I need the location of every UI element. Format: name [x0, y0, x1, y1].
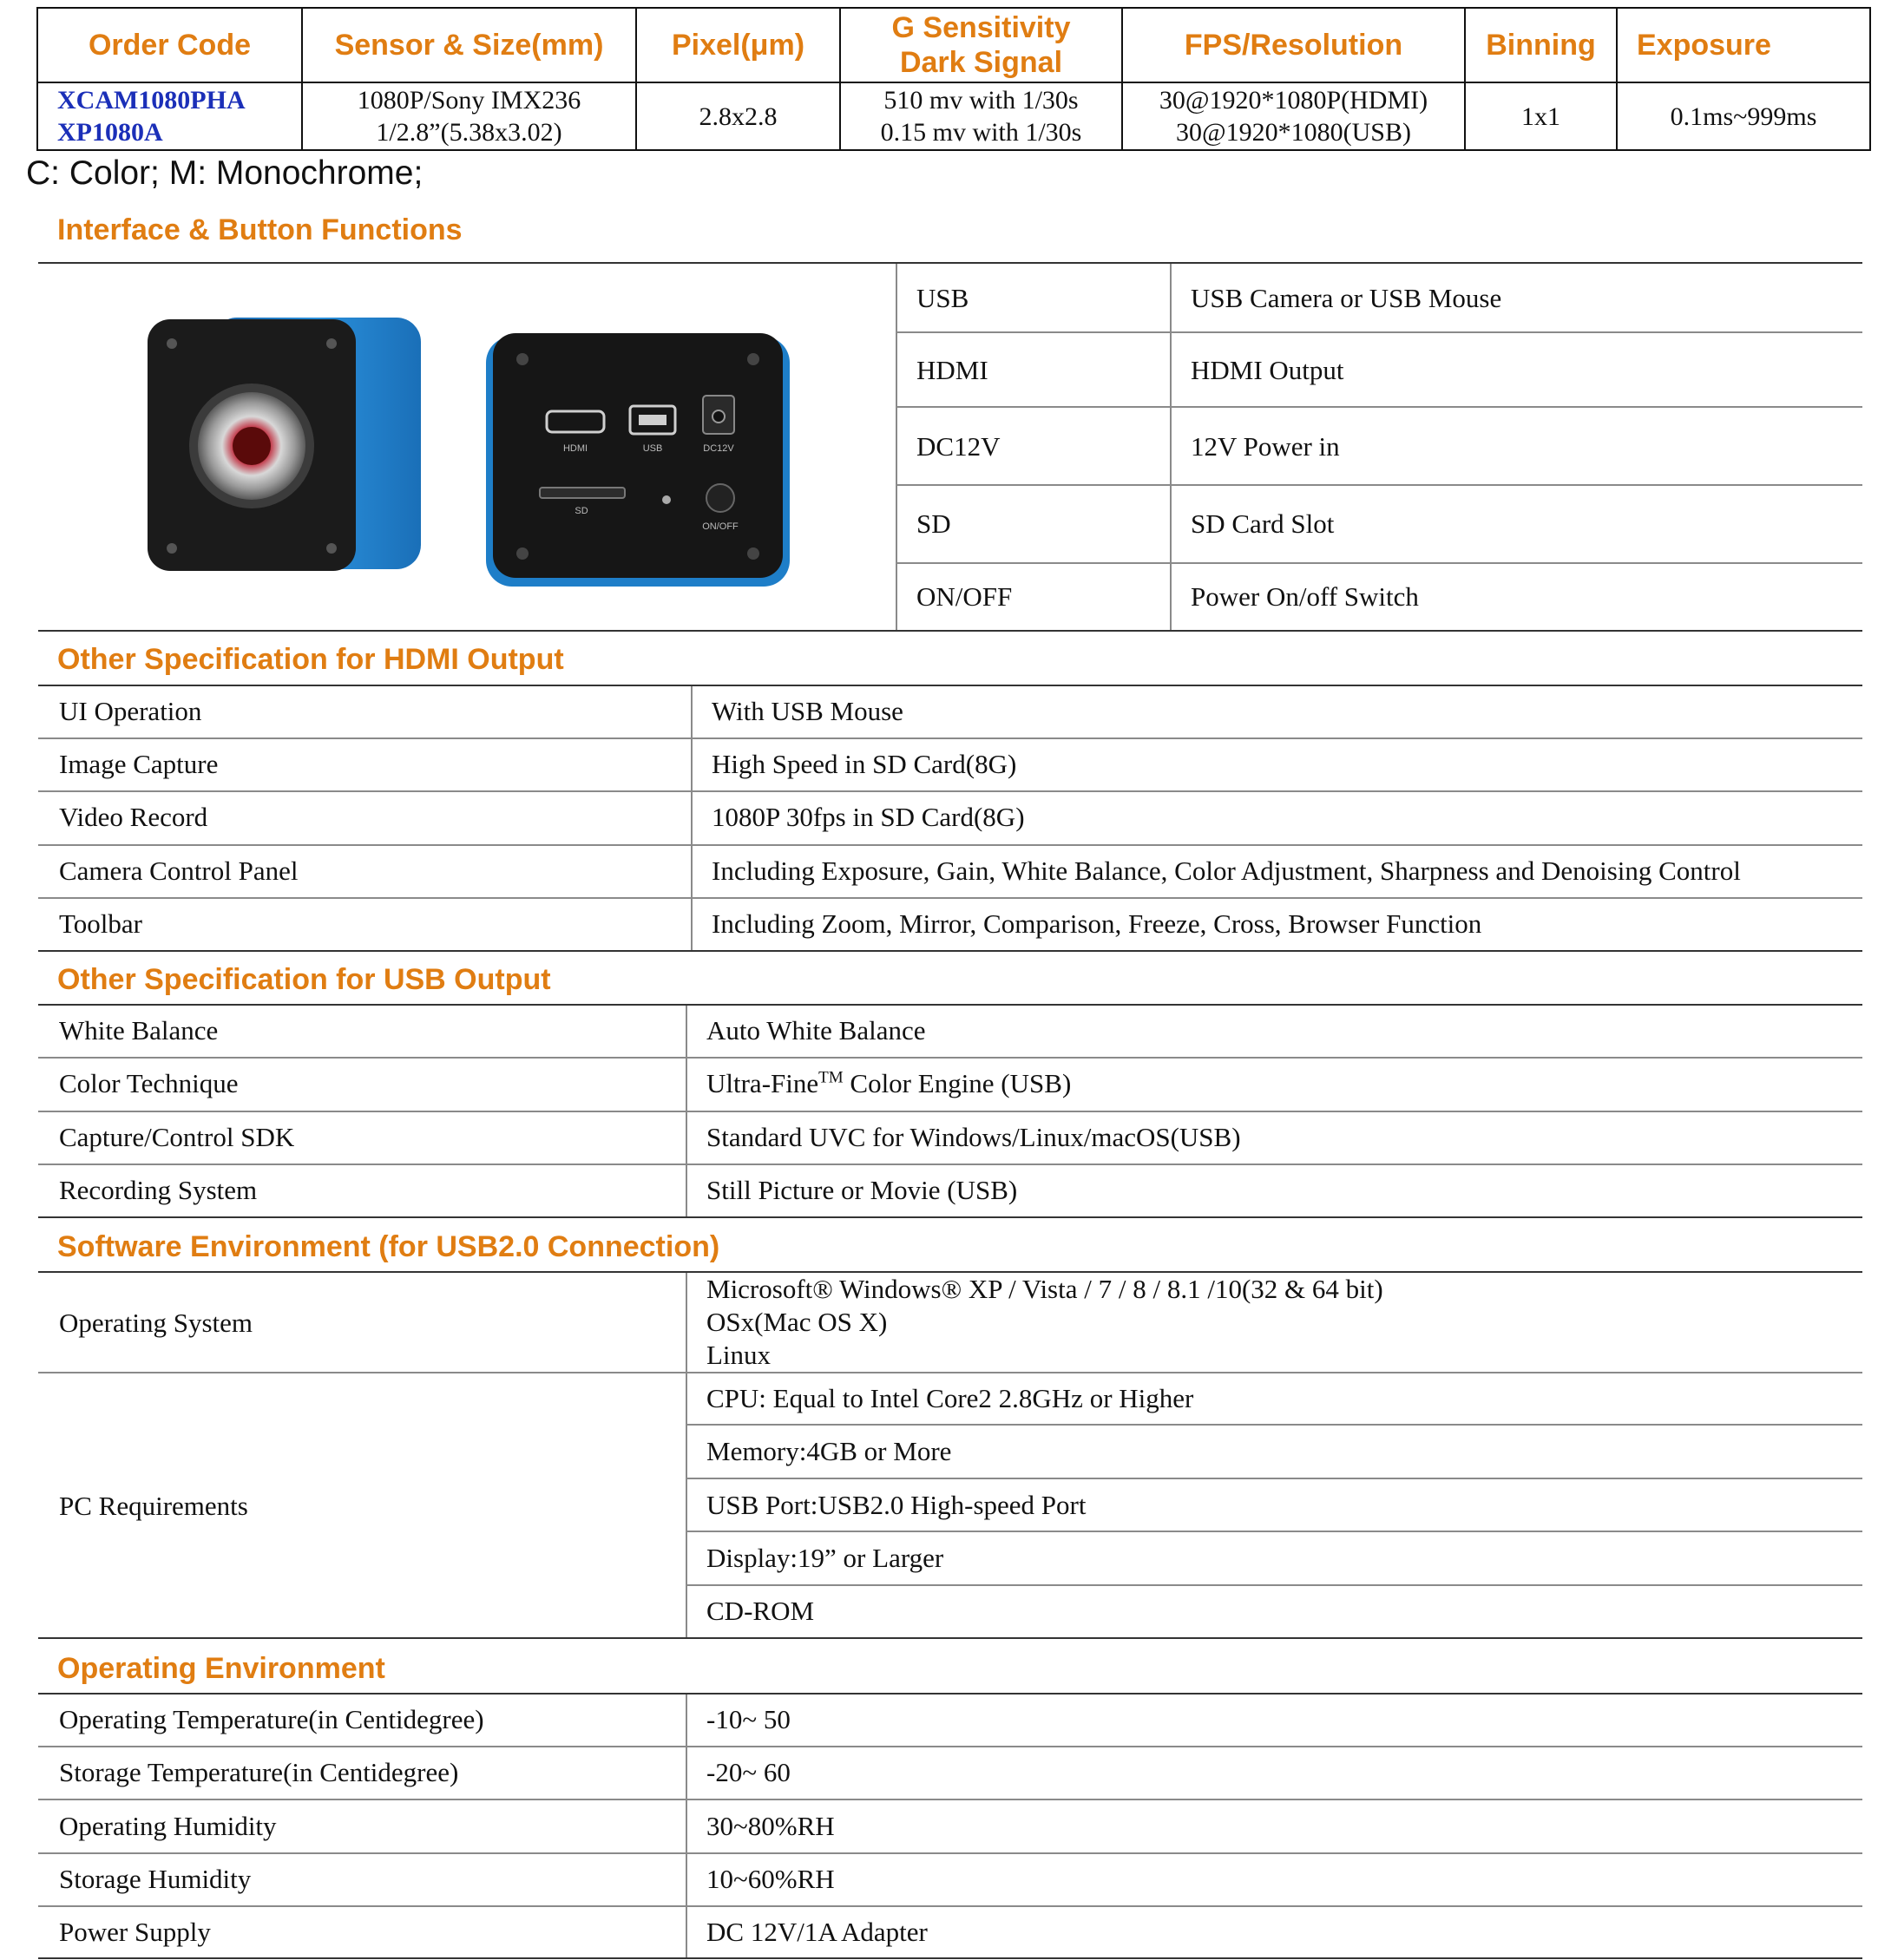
hdmi-row-label: Camera Control Panel — [59, 855, 299, 886]
usb-row-label: White Balance — [59, 1015, 219, 1046]
interface-dc-label: DC12V — [916, 431, 1001, 462]
order-table — [36, 7, 1871, 151]
pc-display: Display:19” or Larger — [706, 1543, 944, 1573]
os-values — [706, 1273, 1383, 1372]
header-exposure: Exposure — [1617, 8, 1870, 82]
hdmi-bottom-rule — [38, 950, 1862, 952]
env-row-label: Storage Humidity — [59, 1864, 252, 1894]
interface-row-rule — [897, 331, 1862, 333]
camera-front-view — [148, 318, 421, 571]
power-button-label: ON/OFF — [702, 521, 739, 532]
software-pc-rule — [687, 1478, 1862, 1479]
hdmi-row-rule — [38, 897, 1862, 899]
interface-sd-label: SD — [916, 508, 951, 539]
interface-dc-desc: 12V Power in — [1191, 431, 1340, 462]
order-table-header — [37, 8, 1870, 82]
sensor-size: 1/2.8”(5.38x3.02) — [376, 118, 562, 147]
usb-row-value: Standard UVC for Windows/Linux/macOS(USB) — [706, 1122, 1241, 1152]
hdmi-divider — [691, 686, 693, 952]
camera-rear-view — [486, 333, 790, 587]
hdmi-row-rule — [38, 737, 1862, 739]
interface-usb-label: USB — [916, 283, 969, 313]
order-code-cell — [37, 82, 302, 150]
os-linux: Linux — [706, 1340, 772, 1370]
header-sensitivity — [840, 8, 1122, 82]
env-row-value: 10~60%RH — [706, 1864, 835, 1894]
software-section-title: Software Environment (for USB2.0 Connection) — [57, 1230, 720, 1263]
hdmi-row-value: Including Exposure, Gain, White Balance, Color Adjustment, Sharpness and Denoising Control — [712, 855, 1741, 886]
interface-row-rule — [897, 484, 1862, 486]
hdmi-row-label: UI Operation — [59, 696, 202, 726]
environment-row-rule — [38, 1799, 1862, 1800]
interface-row-rule — [897, 562, 1862, 564]
color-engine-suffix: Color Engine (USB) — [843, 1068, 1072, 1098]
sensitivity-value: 510 mv with 1/30s — [883, 86, 1079, 115]
order-code-1: XCAM1080PHA — [57, 86, 246, 115]
sd-slot-label: SD — [575, 506, 588, 516]
usb-port-label: USB — [642, 443, 663, 454]
header-g-sensitivity: G Sensitivity — [891, 11, 1071, 44]
interface-top-rule — [38, 262, 1862, 264]
sensor-model: 1080P/Sony IMX236 — [357, 86, 581, 115]
color-engine-name: Ultra-Fine — [706, 1068, 819, 1098]
software-divider — [686, 1273, 687, 1637]
hdmi-port-label: HDMI — [562, 443, 588, 454]
header-fps: FPS/Resolution — [1122, 8, 1465, 82]
fps-hdmi: 30@1920*1080P(HDMI) — [1159, 86, 1428, 115]
software-bottom-rule — [38, 1637, 1862, 1639]
interface-divider-right — [1170, 264, 1172, 630]
usb-row-value: Auto White Balance — [706, 1015, 926, 1046]
header-binning: Binning — [1465, 8, 1617, 82]
interface-hdmi-desc: HDMI Output — [1191, 355, 1344, 385]
env-row-value: -10~ 50 — [706, 1704, 791, 1734]
hdmi-row-label: Image Capture — [59, 749, 219, 779]
usb-row-label: Recording System — [59, 1175, 258, 1205]
environment-section-title: Operating Environment — [57, 1652, 385, 1685]
pc-requirements-label: PC Requirements — [59, 1491, 248, 1521]
sensor-cell — [302, 82, 636, 150]
hdmi-row-rule — [38, 790, 1862, 792]
pixel-cell: 2.8x2.8 — [636, 82, 840, 150]
color-mono-note: C: Color; M: Monochrome; — [26, 154, 424, 192]
fps-cell — [1122, 82, 1465, 150]
usb-row-value — [706, 1067, 1071, 1100]
pc-usb-port: USB Port:USB2.0 High-speed Port — [706, 1490, 1087, 1520]
env-row-label: Storage Temperature(in Centidegree) — [59, 1757, 459, 1787]
os-windows: Microsoft® Windows® XP / Vista / 7 / 8 / 8.1 /10(32 & 64 bit) — [706, 1274, 1383, 1304]
usb-top-rule — [38, 1004, 1862, 1006]
hdmi-row-label: Video Record — [59, 802, 208, 832]
order-code-2: XP1080A — [57, 118, 163, 147]
env-row-label: Operating Humidity — [59, 1811, 277, 1841]
dc-port-label: DC12V — [703, 443, 734, 454]
env-row-value: DC 12V/1A Adapter — [706, 1917, 928, 1947]
software-os-rule — [38, 1372, 1862, 1373]
hdmi-row-label: Toolbar — [59, 908, 142, 939]
env-row-value: 30~80%RH — [706, 1811, 835, 1841]
hdmi-row-rule — [38, 844, 1862, 846]
hdmi-row-value: With USB Mouse — [712, 696, 903, 726]
pc-memory: Memory:4GB or More — [706, 1436, 952, 1466]
environment-divider — [686, 1695, 687, 1959]
sensitivity-cell — [840, 82, 1122, 150]
interface-hdmi-label: HDMI — [916, 355, 988, 385]
usb-row-rule — [38, 1057, 1862, 1059]
usb-row-rule — [38, 1164, 1862, 1165]
pc-cpu: CPU: Equal to Intel Core2 2.8GHz or Higher — [706, 1383, 1194, 1413]
usb-row-label: Color Technique — [59, 1068, 239, 1098]
env-row-label: Operating Temperature(in Centidegree) — [59, 1704, 484, 1734]
sd-slot-icon — [540, 488, 625, 498]
software-pc-rule — [687, 1584, 1862, 1586]
interface-bottom-rule — [38, 630, 1862, 632]
dark-signal-value: 0.15 mv with 1/30s — [880, 118, 1082, 147]
hdmi-section-title: Other Specification for HDMI Output — [57, 643, 564, 676]
env-row-label: Power Supply — [59, 1917, 211, 1947]
header-sensor: Sensor & Size(mm) — [302, 8, 636, 82]
software-pc-rule — [687, 1531, 1862, 1532]
os-label: Operating System — [59, 1308, 253, 1338]
environment-top-rule — [38, 1693, 1862, 1695]
usb-section-title: Other Specification for USB Output — [57, 963, 551, 996]
binning-cell: 1x1 — [1465, 82, 1617, 150]
interface-usb-desc: USB Camera or USB Mouse — [1191, 283, 1502, 313]
environment-row-rule — [38, 1746, 1862, 1747]
software-pc-rule — [687, 1424, 1862, 1426]
usb-row-label: Capture/Control SDK — [59, 1122, 295, 1152]
hdmi-top-rule — [38, 685, 1862, 686]
exposure-cell: 0.1ms~999ms — [1617, 82, 1870, 150]
usb-row-value: Still Picture or Movie (USB) — [706, 1175, 1018, 1205]
pc-cdrom: CD-ROM — [706, 1596, 815, 1626]
hdmi-row-value: Including Zoom, Mirror, Comparison, Freeze, Cross, Browser Function — [712, 908, 1482, 939]
interface-divider-left — [896, 264, 897, 630]
interface-onoff-desc: Power On/off Switch — [1191, 581, 1419, 612]
os-mac: OSx(Mac OS X) — [706, 1307, 888, 1337]
camera-product-image — [130, 309, 798, 595]
usb-row-rule — [38, 1111, 1862, 1112]
trademark-mark: TM — [818, 1068, 844, 1087]
env-row-value: -20~ 60 — [706, 1757, 791, 1787]
environment-bottom-rule — [38, 1957, 1862, 1959]
power-button-icon — [706, 484, 734, 512]
status-led-icon — [662, 495, 671, 504]
interface-section-title: Interface & Button Functions — [57, 213, 463, 246]
hdmi-row-value: 1080P 30fps in SD Card(8G) — [712, 802, 1025, 832]
header-order-code: Order Code — [37, 8, 302, 82]
environment-row-rule — [38, 1852, 1862, 1854]
usb-bottom-rule — [38, 1216, 1862, 1218]
interface-row-rule — [897, 406, 1862, 408]
order-table-row — [37, 82, 1870, 150]
fps-usb: 30@1920*1080(USB) — [1176, 118, 1411, 147]
header-pixel: Pixel(μm) — [636, 8, 840, 82]
interface-onoff-label: ON/OFF — [916, 581, 1013, 612]
hdmi-row-value: High Speed in SD Card(8G) — [712, 749, 1017, 779]
header-dark-signal: Dark Signal — [899, 46, 1063, 79]
environment-row-rule — [38, 1905, 1862, 1907]
interface-sd-desc: SD Card Slot — [1191, 508, 1335, 539]
